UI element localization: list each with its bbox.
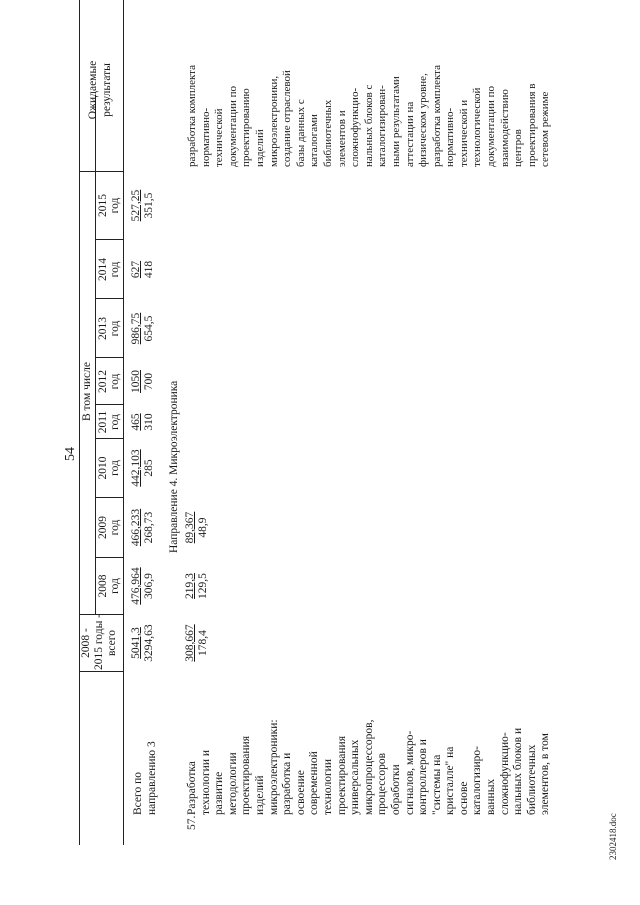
item-57-total: 308,667 178,4 [184,624,209,662]
doc-code: 2302418.doc [608,813,618,860]
total-row-2011: 465 310 [130,413,155,431]
col-divider-2011 [95,404,123,405]
years-subheader-rule [95,95,96,615]
header-in-that-number: В том числе [81,362,93,421]
total-row-2009: 466,233 268,73 [130,508,155,547]
col-divider-2012 [95,357,123,358]
header-bottom-rule [123,0,124,845]
header-year-2011: 2011 год [97,410,121,434]
col-divider-2009 [95,497,123,498]
total-row-2015: 527,25 351,5 [130,189,155,222]
col-divider-2008 [95,557,123,558]
total-row-2008: 476,964 306,9 [130,567,155,605]
header-results: Ожидаемые результаты [87,60,113,120]
total-row-sum: 5041,3 3294,63 [130,624,155,662]
header-year-2013: 2013 год [97,317,121,340]
header-year-2010: 2010 год [97,456,121,480]
item-57-2009: 89,367 48,9 [184,511,209,544]
col-divider-2013 [95,298,123,299]
total-row-2010: 442,103 285 [130,449,155,487]
col-divider-2015 [79,171,123,172]
header-year-2012: 2012 год [97,370,121,393]
header-year-2008: 2008 год [97,574,121,598]
header-year-2014: 2014 год [97,258,121,281]
item-57-results: разработка комплекта нормативно- технической документации по проектированию изделий микроэлектроники, создание отраслевой базы данных с каталогами библиотечных элементов и сложнофункцио- нальных блоков с каталогизирован- ными результатами аттестации на физическом уровне, разработка комплекта нормативно- технической и технологической документации по взаимодействию центров проектирования в сетевом режиме [186,65,552,167]
section-title: Направление 4. Микроэлектроника [168,380,180,553]
total-row-2012: 1050 700 [130,370,155,393]
col-divider-2014 [95,239,123,240]
page-number: 54 [63,447,78,461]
col-divider-2010 [95,438,123,439]
item-number: 57. [186,815,198,830]
table-top-rule [79,0,80,845]
header-total: 2008 - 2015 годы - всего [80,613,118,670]
item-57-2008: 219,3 129,5 [184,573,209,599]
total-row-2014: 627 418 [130,260,155,279]
header-year-2009: 2009 год [97,516,121,539]
total-row-2013: 986,75 654,5 [130,312,155,345]
col-divider-label [79,671,123,672]
header-year-2015: 2015 год [97,194,121,217]
item-57-label: Разработка технологии и развитие методологии проектирования изделий микроэлектроники: разработка и освоение современной технологии проектирования универсальных микропроцессоров, процессоров обработки сигналов, микро- контроллеров и "системы на кристалле" на основе каталогизиро- ванных сложнофункцио- нальных блоков и библиотечных элементов, в том [186,719,552,815]
total-row-label: Всего по направлению 3 [132,741,158,815]
